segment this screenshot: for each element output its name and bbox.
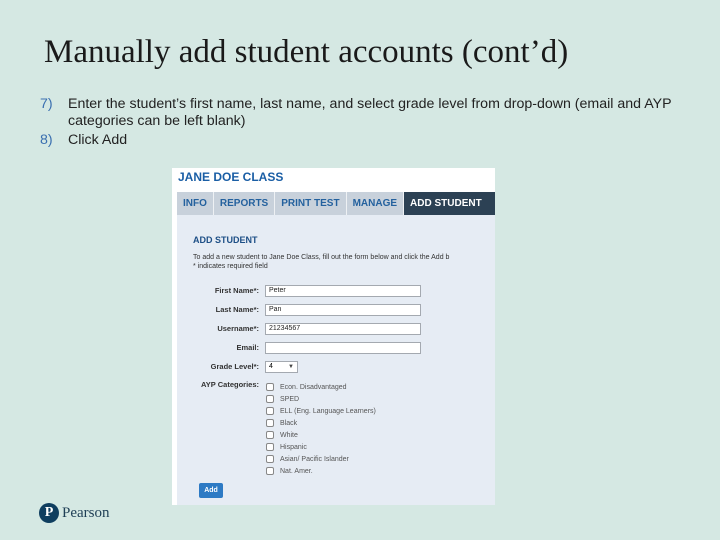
checkbox[interactable] xyxy=(266,419,274,427)
checkbox[interactable] xyxy=(266,395,274,403)
email-field[interactable] xyxy=(265,342,421,354)
checkbox[interactable] xyxy=(266,383,274,391)
step-number: 8) xyxy=(40,132,53,148)
app-screenshot xyxy=(172,168,495,505)
checkbox[interactable] xyxy=(266,443,274,451)
ayp-categories-label: AYP Categories: xyxy=(201,380,259,389)
panel-description xyxy=(193,253,493,271)
step-number: 7) xyxy=(40,96,53,112)
ayp-option xyxy=(266,393,376,405)
tab-info[interactable]: INFO xyxy=(177,192,214,215)
grade-level-select[interactable] xyxy=(265,361,298,373)
required-note: * indicates required field xyxy=(193,263,268,270)
class-title: JANE DOE CLASS xyxy=(178,170,284,184)
grade-level-value: 4 xyxy=(269,363,273,370)
pearson-logo xyxy=(39,503,110,523)
slide-title: Manually add student accounts (cont’d) xyxy=(44,34,569,70)
tab-add-student[interactable]: ADD STUDENT xyxy=(404,192,495,215)
grade-level-label: Grade Level*: xyxy=(210,362,259,371)
ayp-option-label: Black xyxy=(280,419,298,427)
ayp-option-label: Hispanic xyxy=(280,443,307,451)
ayp-option xyxy=(266,405,376,417)
step-text: Enter the student’s first name, last name, and select grade level from drop-down (email and AYP categories can be left blank) xyxy=(68,96,672,129)
first-name-field[interactable] xyxy=(265,285,421,297)
first-name-label: First Name*: xyxy=(214,286,259,295)
username-label: Username*: xyxy=(217,324,259,333)
ayp-option xyxy=(266,453,376,465)
checkbox[interactable] xyxy=(266,467,274,475)
ayp-option-label: Nat. Amer. xyxy=(280,467,313,475)
ayp-option-label: SPED xyxy=(280,395,300,403)
chevron-down-icon: ▼ xyxy=(288,364,294,370)
description-line: To add a new student to Jane Doe Class, fill out the form below and click the Add b xyxy=(193,254,450,261)
instruction-item xyxy=(40,132,700,149)
pearson-p-icon: P xyxy=(39,503,59,523)
ayp-option xyxy=(266,429,376,441)
username-field[interactable] xyxy=(265,323,421,335)
instruction-item xyxy=(40,96,700,130)
tab-print-test[interactable]: PRINT TEST xyxy=(275,192,346,215)
ayp-option-label: ELL (Eng. Language Learners) xyxy=(280,407,376,415)
class-nav xyxy=(177,192,495,215)
ayp-option xyxy=(266,381,376,393)
step-text: Click Add xyxy=(68,132,128,148)
tab-manage[interactable]: MANAGE xyxy=(347,192,404,215)
ayp-option-label: Econ. Disadvantaged xyxy=(280,383,347,391)
ayp-checkbox-list xyxy=(266,381,376,477)
ayp-option xyxy=(266,441,376,453)
checkbox[interactable] xyxy=(266,431,274,439)
last-name-label: Last Name*: xyxy=(215,305,259,314)
instruction-list xyxy=(40,96,700,151)
checkbox[interactable] xyxy=(266,455,274,463)
checkbox[interactable] xyxy=(266,407,274,415)
add-student-panel xyxy=(177,215,495,505)
ayp-option xyxy=(266,465,376,477)
last-name-field[interactable] xyxy=(265,304,421,316)
panel-heading: ADD STUDENT xyxy=(193,235,258,245)
add-button[interactable]: Add xyxy=(199,483,223,498)
email-label: Email: xyxy=(236,343,259,352)
tab-reports[interactable]: REPORTS xyxy=(214,192,275,215)
ayp-option-label: Asian/ Pacific Islander xyxy=(280,455,349,463)
ayp-option-label: White xyxy=(280,431,298,439)
ayp-option xyxy=(266,417,376,429)
brand-name: Pearson xyxy=(62,504,110,521)
